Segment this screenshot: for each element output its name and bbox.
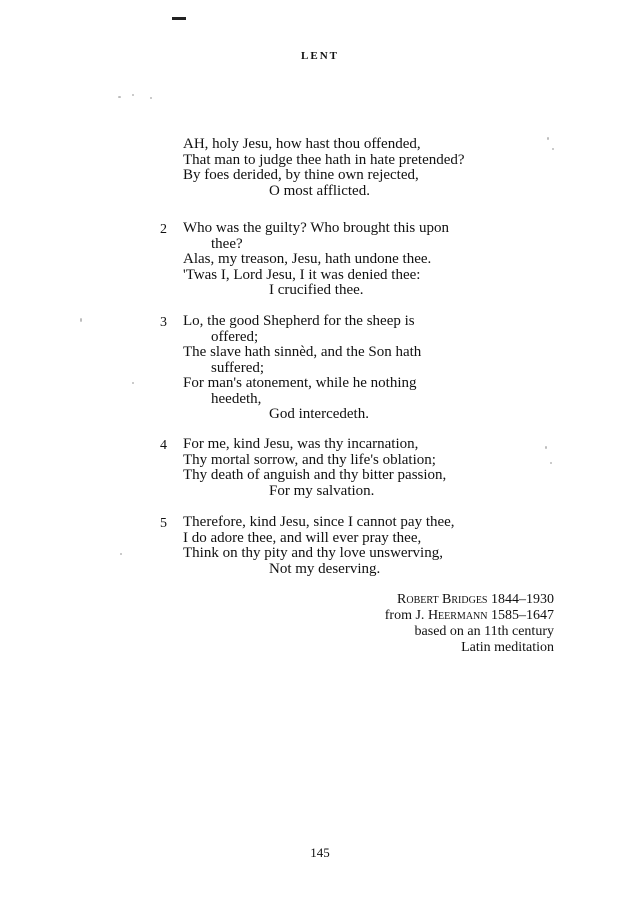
verse-line-continuation: suffered; bbox=[211, 359, 265, 376]
verse-line: Therefore, kind Jesu, since I cannot pay thee, bbox=[183, 514, 455, 530]
verse-refrain: Not my deserving. bbox=[269, 560, 381, 577]
verse-number: 3 bbox=[160, 315, 167, 330]
source-dates: 1585–1647 bbox=[491, 608, 554, 623]
author-dates: 1844–1930 bbox=[491, 592, 554, 607]
paper-speck bbox=[132, 94, 134, 96]
verse-line: I do adore thee, and will ever pray thee, bbox=[183, 529, 422, 546]
verse-3 bbox=[183, 314, 421, 423]
print-mark bbox=[172, 17, 186, 20]
paper-speck bbox=[80, 318, 82, 322]
verse-line: For me, kind Jesu, was thy incarnation, bbox=[183, 436, 419, 452]
attribution bbox=[385, 592, 554, 656]
verse-5 bbox=[183, 515, 455, 577]
paper-speck bbox=[150, 97, 152, 99]
verse-line-continuation: thee? bbox=[211, 235, 243, 252]
source-name: Heermann bbox=[427, 608, 488, 623]
verse-line: AH, holy Jesu, how hast thou offended, bbox=[183, 136, 421, 152]
paper-speck bbox=[120, 553, 122, 555]
verse-line: Who was the guilty? Who brought this upon bbox=[183, 220, 449, 236]
verse-refrain: O most afflicted. bbox=[269, 182, 370, 199]
verse-line: By foes derided, by thine own rejected, bbox=[183, 167, 419, 183]
author-name: Robert Bridges bbox=[397, 592, 488, 607]
verse-line: Lo, the good Shepherd for the sheep is bbox=[183, 313, 415, 329]
verse-line: Alas, my treason, Jesu, hath undone thee. bbox=[183, 251, 432, 267]
basis-credit: based on an 11th century bbox=[414, 624, 554, 639]
paper-speck bbox=[552, 148, 554, 150]
paper-speck bbox=[550, 462, 552, 464]
verse-line: For man's atonement, while he nothing bbox=[183, 375, 417, 391]
paper-speck bbox=[547, 137, 549, 140]
paper-speck bbox=[545, 446, 547, 449]
verse-line: The slave hath sinnèd, and the Son hath bbox=[183, 344, 422, 360]
paper-speck bbox=[118, 96, 121, 98]
verse-line: Thy mortal sorrow, and thy life's oblation; bbox=[183, 451, 436, 468]
verse-refrain: For my salvation. bbox=[269, 482, 375, 499]
paper-speck bbox=[132, 382, 134, 384]
source-prefix: from J. bbox=[384, 608, 425, 623]
verse-line: 'Twas I, Lord Jesu, I it was denied thee: bbox=[183, 266, 421, 283]
verse-line: That man to judge thee hath in hate pretended? bbox=[183, 151, 465, 168]
verse-line-continuation: offered; bbox=[211, 328, 259, 345]
page-header: LENT bbox=[301, 50, 339, 62]
verse-line: Thy death of anguish and thy bitter passion, bbox=[183, 467, 447, 483]
author-credit bbox=[385, 592, 554, 608]
verse-2 bbox=[183, 221, 449, 299]
page-number: 145 bbox=[310, 845, 330, 860]
verse-4 bbox=[183, 437, 446, 499]
verse-number: 5 bbox=[160, 516, 167, 531]
verse-refrain: I crucified thee. bbox=[269, 282, 364, 298]
basis-credit-2: Latin meditation bbox=[461, 640, 554, 655]
verse-refrain: God intercedeth. bbox=[269, 406, 369, 422]
verse-number: 2 bbox=[160, 222, 167, 237]
verse-number: 4 bbox=[160, 438, 167, 453]
verse-line-continuation: heedeth, bbox=[211, 390, 262, 407]
source-credit bbox=[385, 608, 554, 624]
verse-line: Think on thy pity and thy love unswerving, bbox=[183, 545, 443, 561]
verse-1 bbox=[183, 137, 465, 199]
